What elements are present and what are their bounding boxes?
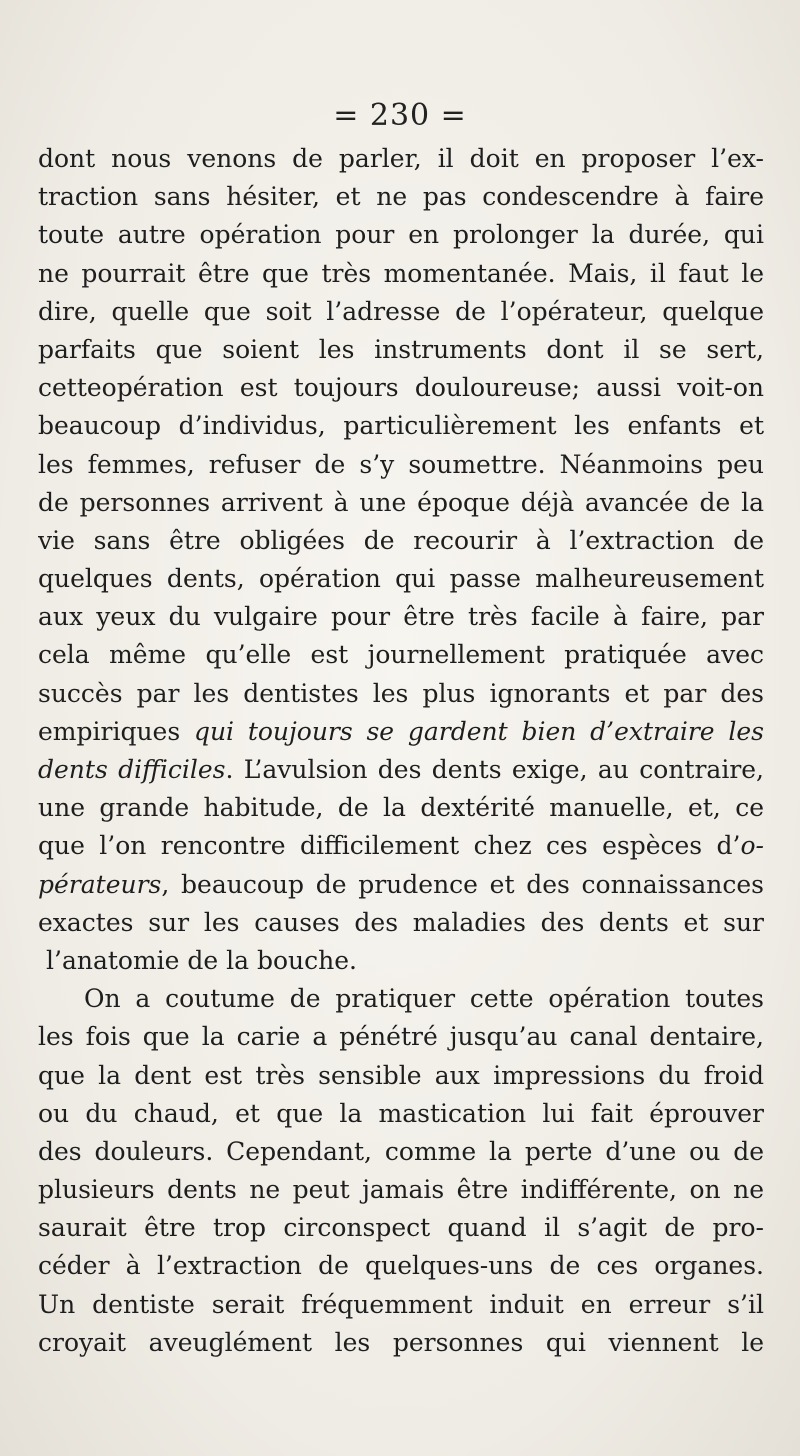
text-line: exactes sur les causes des maladies des dents et sur xyxy=(38,907,764,937)
text-line: On a coutume de pratiquer cette opération toutes xyxy=(84,984,764,1014)
text-line: les femmes, refuser de s’y soumettre. Néanmoins peu xyxy=(38,449,764,479)
text-line: aux yeux du vulgaire pour être très facile à faire, par xyxy=(38,602,764,632)
text-line: l’anatomie de la bouche. xyxy=(46,945,357,975)
page-number: = 230 = xyxy=(333,98,467,133)
text-line: vie sans être obligées de recourir à l’extraction de xyxy=(38,525,764,555)
text-line: dents difficiles. L’avulsion des dents exige, au contraire, xyxy=(38,755,764,784)
text-line: traction sans hésiter, et ne pas condescendre à faire xyxy=(38,182,764,212)
text-line: empiriques qui toujours se gardent bien d’extraire les xyxy=(38,716,764,746)
text-line: quelques dents, opération qui passe malheureusement xyxy=(38,564,764,594)
text-line: des douleurs. Cependant, comme la perte d’une ou de xyxy=(38,1136,764,1166)
text-line: cetteopération est toujours douloureuse; aussi voit-on xyxy=(38,373,764,403)
text-line: les fois que la carie a pénétré jusqu’au canal dentaire, xyxy=(38,1022,764,1052)
text-line: cela même qu’elle est journellement pratiquée avec xyxy=(38,640,764,670)
text-line: de personnes arrivent à une époque déjà avancée de la xyxy=(38,487,764,517)
text-line: parfaits que soient les instruments dont il se sert, xyxy=(38,334,764,364)
text-line: croyait aveuglément les personnes qui viennent le xyxy=(38,1327,764,1357)
italic-phrase: qui toujours se gardent bien d’extraire les xyxy=(193,716,764,746)
body-text xyxy=(38,140,764,1362)
text-line: ne pourrait être que très momentanée. Mais, il faut le xyxy=(38,258,764,288)
text-line: pérateurs, beaucoup de prudence et des connaissances xyxy=(38,869,764,899)
text-line: beaucoup d’individus, particulièrement les enfants et xyxy=(38,411,764,441)
italic-phrase: o- xyxy=(740,831,764,861)
text-line: ou du chaud, et que la mastication lui fait éprouver xyxy=(38,1098,764,1128)
text-line: succès par les dentistes les plus ignorants et par des xyxy=(38,678,764,708)
italic-phrase: pérateurs xyxy=(38,869,162,899)
text-line: toute autre opération pour en prolonger la durée, qui xyxy=(38,220,764,250)
text-line: que la dent est très sensible aux impressions du froid xyxy=(38,1060,764,1090)
text-line: dont nous venons de parler, il doit en proposer l’ex- xyxy=(38,144,764,173)
text-line: plusieurs dents ne peut jamais être indifférente, on ne xyxy=(38,1175,764,1205)
italic-phrase: dents difficiles xyxy=(38,755,226,784)
text-line: saurait être trop circonspect quand il s’agit de pro- xyxy=(38,1213,764,1243)
text-line: Un dentiste serait fréquemment induit en erreur s’il xyxy=(38,1289,764,1319)
text-line: que l’on rencontre difficilement chez ces espèces d’o- xyxy=(38,831,764,861)
text-line: dire, quelle que soit l’adresse de l’opérateur, quelque xyxy=(38,296,764,326)
text-line: céder à l’extraction de quelques-uns de ces organes. xyxy=(38,1251,764,1281)
text-line: une grande habitude, de la dextérité manuelle, et, ce xyxy=(38,793,764,823)
